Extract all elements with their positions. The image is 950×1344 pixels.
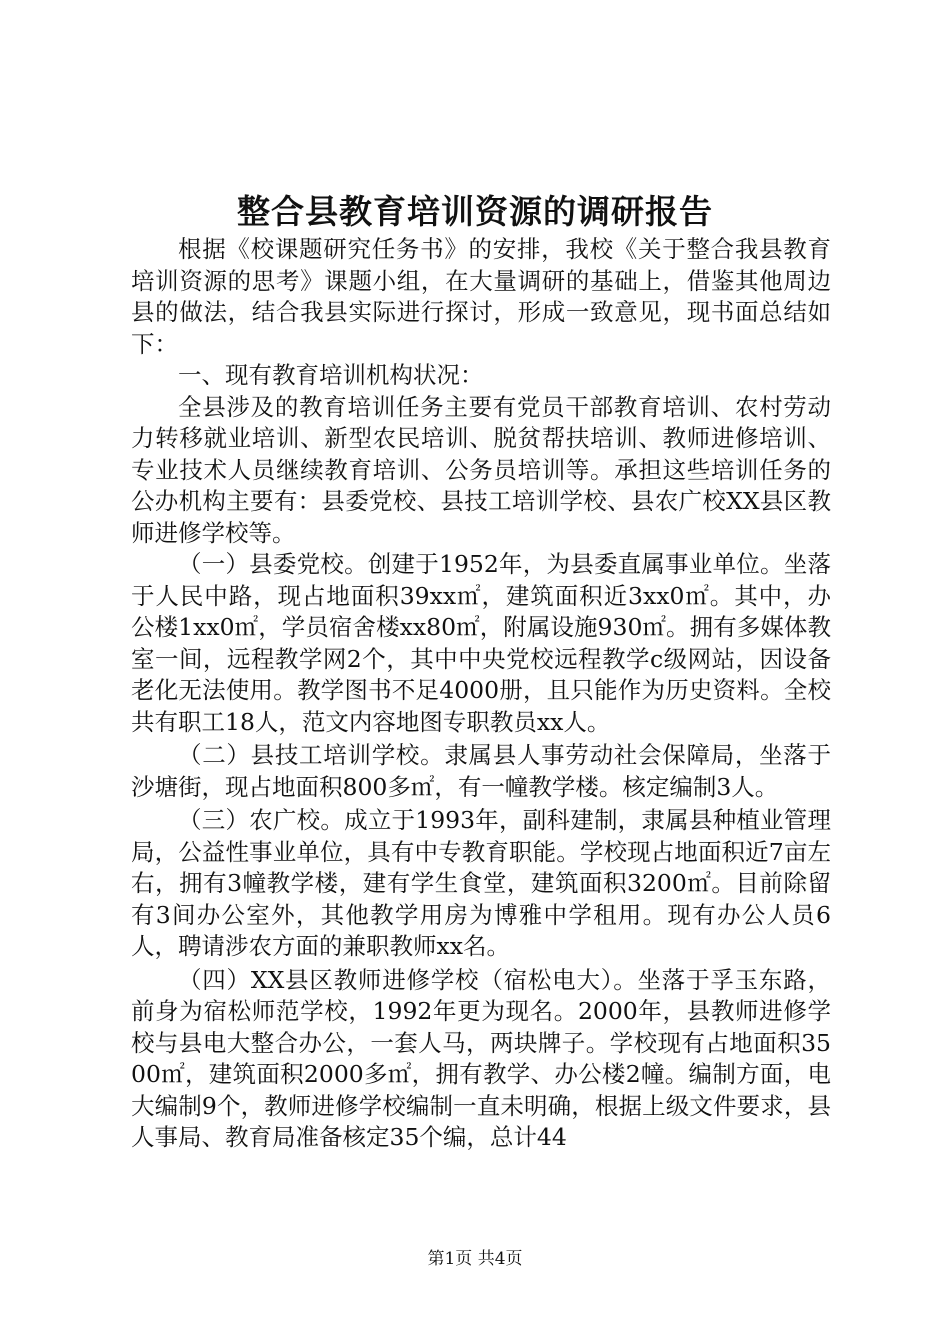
- document-body: [131, 234, 831, 1154]
- document-title: 整合县教育培训资源的调研报告: [237, 192, 713, 231]
- paragraph-overview: 全县涉及的教育培训任务主要有党员干部教育培训、农村劳动力转移就业培训、新型农民培训、脱贫帮扶培训、教师进修培训、专业技术人员继续教育培训、公务员培训等。承担这些培训任务的公办机构主要有：县委党校、县技工培训学校、县农广校XX县区教师进修学校等。: [131, 392, 831, 547]
- paragraph-party-school: （一）县委党校。创建于1952年，为县委直属事业单位。坐落于人民中路，现占地面积39xx㎡，建筑面积近3xx0㎡。其中，办公楼1xx0㎡，学员宿舍楼xx80㎡，附属设施930㎡。拥有多媒体教室一间，远程教学网2个，其中中央党校远程教学c级网站，因设备老化无法使用。教学图书不足4000册，且只能作为历史资料。全校共有职工18人，范文内容地图专职教员xx人。: [131, 550, 831, 736]
- paragraph-intro: 根据《校课题研究任务书》的安排，我校《关于整合我县教育培训资源的思考》课题小组，在大量调研的基础上，借鉴其他周边县的做法，结合我县实际进行探讨，形成一致意见，现书面总结如下：: [131, 235, 831, 358]
- paragraph-technical-school: （二）县技工培训学校。隶属县人事劳动社会保障局，坐落于沙塘街，现占地面积800多㎡，有一幢教学楼。核定编制3人。: [131, 741, 831, 801]
- section-heading-1: 一、现有教育培训机构状况：: [178, 361, 484, 389]
- page-number: 第1页 共4页: [427, 1249, 523, 1269]
- paragraph-teacher-school: （四）XX县区教师进修学校（宿松电大）。坐落于孚玉东路，前身为宿松师范学校，1992年更为现名。2000年，县教师进修学校与县电大整合办公，一套人马，两块牌子。学校现有占地面积3500㎡，建筑面积2000多㎡，拥有教学、办公楼2幢。编制方面，电大编制9个，教师进修学校编制一直未明确，根据上级文件要求，县人事局、教育局准备核定35个编，总计44: [131, 965, 831, 1151]
- paragraph-agricultural-school: （三）农广校。成立于1993年，副科建制，隶属县种植业管理局，公益性事业单位，具有中专教育职能。学校现占地面积近7亩左右，拥有3幢教学楼，建有学生食堂，建筑面积3200㎡。目前除留有3间办公室外，其他教学用房为博雅中学租用。现有办公人员6人，聘请涉农方面的兼职教师xx名。: [131, 806, 831, 960]
